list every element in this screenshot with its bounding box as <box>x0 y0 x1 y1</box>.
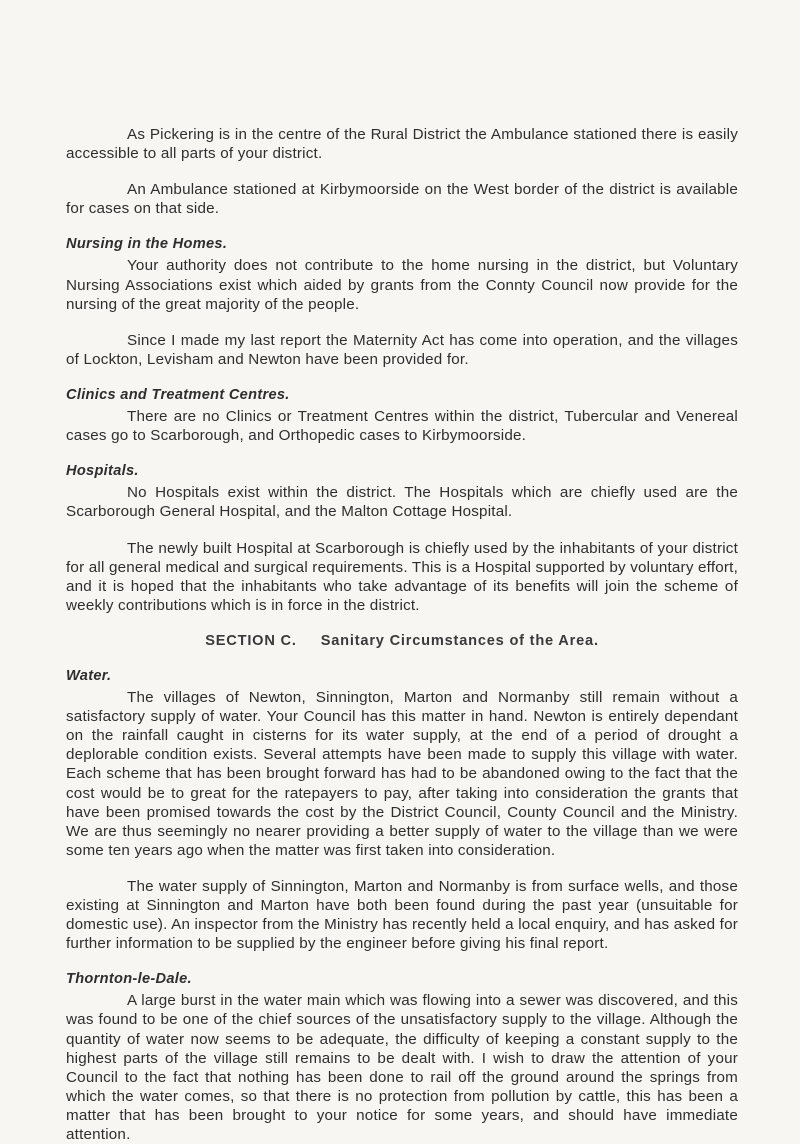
section-heading <box>66 632 738 651</box>
paragraph-surface-wells: The water supply of Sinnington, Marton and Normanby is from surface wells, and those existing at Sinnington and Marton have both been found during the past year (unsuitable for domestic use). An inspector from the Ministry has recently held a local enquiry, and has asked for further information to be supplied by the engineer before giving his final report. <box>66 877 738 953</box>
paragraph-scarborough-hospital: The newly built Hospital at Scarborough is chiefly used by the inhabitants of your district for all general medical and surgical requirements. This is a Hospital supported by voluntary effort, and it is hoped that the inhabitants who take advantage of its benefits will join the scheme of weekly contributions which is in force in the district. <box>66 539 738 614</box>
paragraph-ambulance-kirbymoorside: An Ambulance stationed at Kirbymoorside on the West border of the district is available for cases on that side. <box>66 181 738 218</box>
heading-clinics-and-treatment-centres: Clinics and Treatment Centres. <box>66 386 290 403</box>
heading-water: Water. <box>66 667 112 684</box>
document-page <box>66 125 738 1144</box>
paragraph-maternity-act: Since I made my last report the Maternity Act has come into operation, and the villages of Lockton, Levisham and Newton have been provided for. <box>66 331 738 368</box>
heading-thornton-le-dale: Thornton-le-Dale. <box>66 971 192 988</box>
paragraph-hospitals: No Hospitals exist within the district. The Hospitals which are chiefly used are the Scarborough General Hospital, and the Malton Cottage Hospital. <box>66 484 738 521</box>
section-title: Sanitary Circumstances of the Area. <box>320 632 599 649</box>
section-label: SECTION C. <box>205 632 297 649</box>
heading-hospitals: Hospitals. <box>66 463 139 480</box>
paragraph-thornton-le-dale: A large burst in the water main which was flowing into a sewer was discovered, and this was found to be one of the chief sources of the unsatisfactory supply to the village. Although the quantity of water now seems to be adequate, the difficulty of keeping a constant supply to the highest parts of the village still remains to be dealt with. I wish to draw the attention of your Council to the fact that nothing has been done to rail off the ground around the springs from which the water comes, so that there is no protection from pollution by cattle, this has been a matter that has been brought to your notice for some years, and should have immediate attention. <box>66 992 738 1144</box>
paragraph-home-nursing: Your authority does not contribute to the home nursing in the district, but Voluntary Nursing Associations exist which aided by grants from the Connty Council now provide for the nursing of the great majority of the people. <box>66 257 738 313</box>
heading-nursing-in-the-homes: Nursing in the Homes. <box>66 236 228 253</box>
paragraph-water-supply: The villages of Newton, Sinnington, Marton and Normanby still remain without a satisfactory supply of water. Your Council has this matter in hand. Newton is entirely dependant on the rainfall caught in cisterns for its water supply, at the end of a period of drought a deplorable condition exists. Several attempts have been made to supply this village with water. Each scheme that has been brought forward has had to be abandoned owing to the fact that the cost would be to great for the ratepayers to pay, after taking into consideration the grants that have been promised towards the cost by the District Council, County Council and the Ministry. We are thus seemingly no nearer providing a better supply of water to the village than we were some ten years ago when the matter was first taken into consideration. <box>66 689 738 859</box>
paragraph-ambulance-pickering: As Pickering is in the centre of the Rural District the Ambulance stationed there is easily accessible to all parts of your district. <box>66 126 738 163</box>
paragraph-clinics: There are no Clinics or Treatment Centres within the district, Tubercular and Venereal cases go to Scarborough, and Orthopedic cases to Kirbymoorside. <box>66 408 738 445</box>
